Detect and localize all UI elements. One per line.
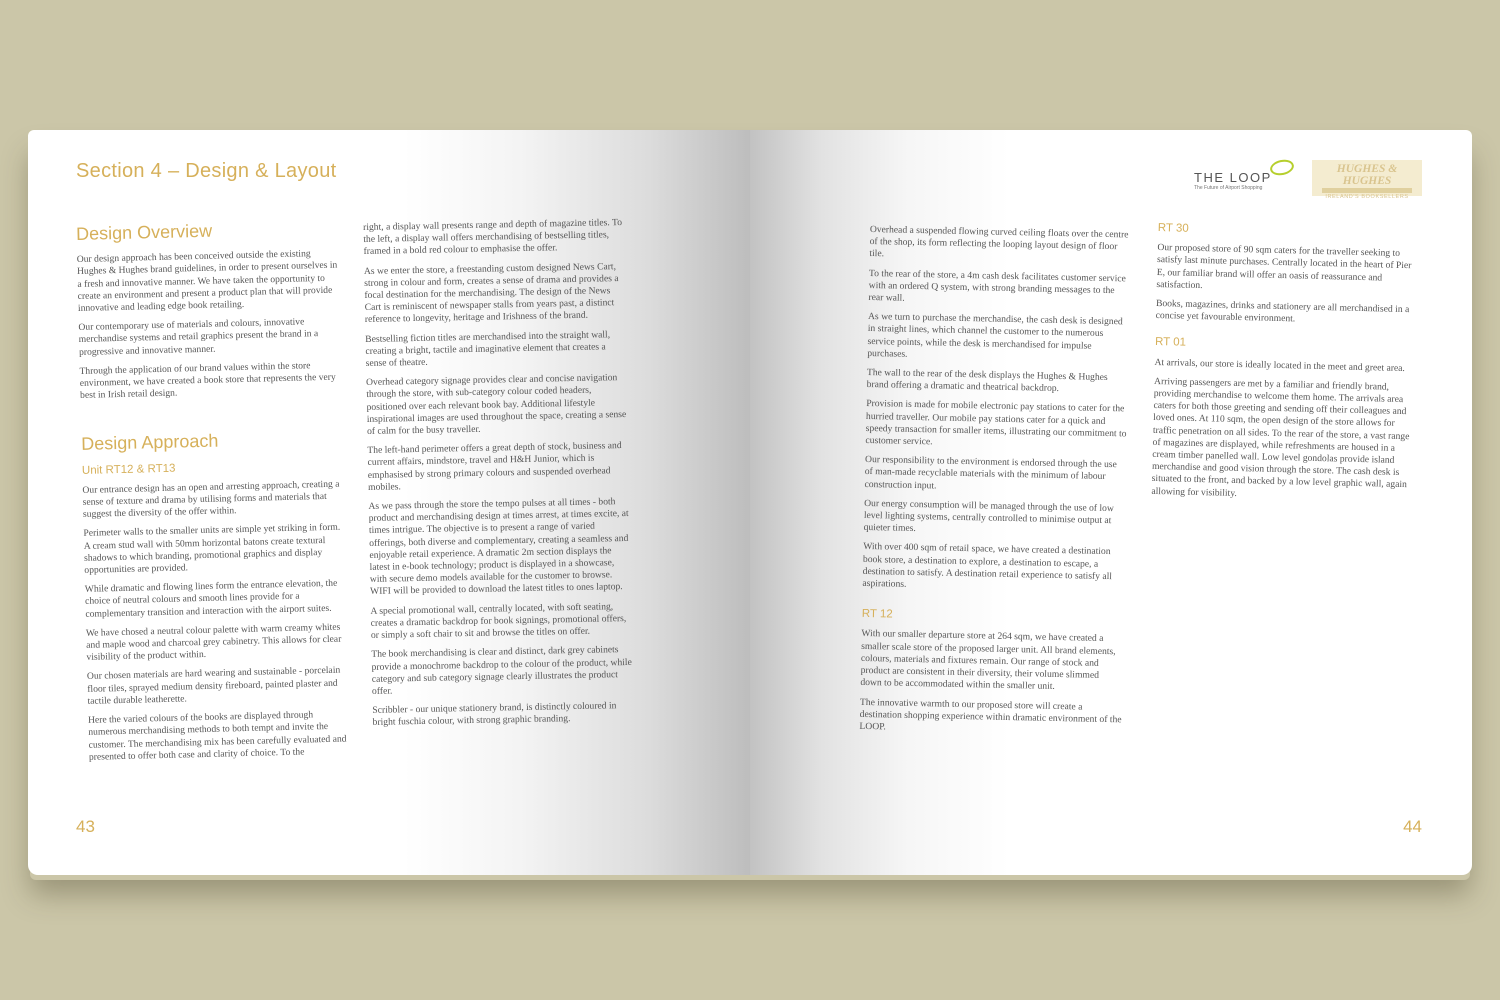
paragraph: Perimeter walls to the smaller units are simple yet striking in form. A cream stud wall with 50mm horizontal batons create textural shadows to which branding, promotional graphics and display opportunities are provided. (83, 522, 341, 576)
paragraph: Overhead category signage provides clear and concise navigation through the store, with sub-category colour coded headers, positioned over each relevant book bay. Additional lifestyle inspirational images are used throughout the space, creating a sense of calm for the busy traveller. (365, 372, 627, 438)
heading-unit-rt12-rt13: Unit RT12 & RT13 (81, 462, 176, 477)
right-column-1 (859, 224, 1132, 745)
paragraph: The wall to the rear of the desk displays the Hughes & Hughes brand offering a dramatic and theatrical backdrop. (866, 366, 1108, 395)
heading-rt30: RT 30 (1157, 222, 1189, 235)
loop-wordmark: THE LOOP (1194, 170, 1272, 185)
heading-rt12: RT 12 (861, 608, 893, 621)
paragraph: To the rear of the store, a 4m cash desk facilitates customer service with an ordered Q system, with strong branding messages to the rear wall. (868, 267, 1126, 304)
hughes-hughes-logo (1312, 160, 1422, 200)
paragraph: Overhead a suspended flowing curved ceiling floats over the centre of the shop, its form reflecting the looping layout design of floor tile. (869, 224, 1129, 260)
loop-tagline: The Future of Airport Shopping (1194, 185, 1263, 191)
page-number-left: 43 (76, 817, 95, 836)
paragraph: Our energy consumption will be managed through the use of low level lighting systems, centrally controlled to minimise output at quieter times. (863, 497, 1114, 535)
paragraph: right, a display wall presents range and depth of magazine titles. To the left, a display wall offers merchandising of bestselling titles, framed in a bold red colour to emphasise the offer. (363, 217, 623, 258)
paragraph: Our proposed store of 90 sqm caters for the traveller seeking to satisfy last minute purchases. Centrally located in the heart of Pier E, our familiar brand will offer an oasis of reassurance and satisfaction. (1156, 242, 1412, 291)
paragraph: Our contemporary use of materials and colours, innovative merchandise systems and retail graphics present the brand in a progressive and innovative manner. (78, 316, 319, 358)
paragraph: Bestselling fiction titles are merchandised into the straight wall, creating a bright, tactile and imaginative element that creates a sense of theatre. (365, 328, 611, 370)
paragraph: Arriving passengers are met by a familiar and friendly brand, providing merchandise to welcome them home. The arrivals area caters for both those greeting and sending off their colleagues and loved ones. At 110 sqm, the open design of the store allows for traffic penetration on all sides. To the rear of the store, a vast range of magazines are displayed, while refreshments are housed in a cream timber panelled wall. Low level gondolas provide island merchandise and good vision through the store. The cash desk is situated to the front, and backed by a low level graphic wall, again allowing for visibility. (1151, 375, 1410, 499)
paragraph: With over 400 sqm of retail space, we have created a destination book store, a destination to explore, a destination to escape, a destination to satisfy. A destination retail experience to satisfy all aspirations. (862, 541, 1113, 590)
paragraph: As we enter the store, a freestanding custom designed News Cart, strong in colour and form, creates a sense of drama and provides a focal destination for the merchandising. The design of the News Cart is reminiscent of newspaper stalls from years past, a distinct reference to longevity, heritage and Irishness of the brand. (363, 260, 619, 326)
paragraph: The left-hand perimeter offers a great depth of stock, business and current affairs, mindstore, travel and H&H Junior, which is emphasised by strong primary colours and suspended overhead mobiles. (367, 440, 622, 493)
paragraph: A special promotional wall, centrally located, with soft seating, creates a dramatic backdrop for book signings, promotional offers, or simply a soft chair to sit and browse the titles on offer. (370, 600, 627, 642)
paragraph: Our responsibility to the environment is endorsed through the use of man-made recyclable materials with the minimum of labour construction input. (864, 454, 1117, 492)
hh-logo-bar (1322, 188, 1412, 193)
paragraph: Here the varied colours of the books are displayed through numerous merchandising methods to both tempt and invite the customer. The merchandising mix has been carefully evaluated and presented to offer both case and clarity of choice. To the (87, 709, 347, 763)
hh-logo-sub: IRELAND'S BOOKSELLERS (1325, 194, 1409, 200)
paragraph: Through the application of our brand values within the store environment, we have created a book store that represents the very best in Irish retail design. (79, 360, 336, 402)
paragraph: Books, magazines, drinks and stationery are all merchandised in a concise yet favourable environment. (1155, 297, 1410, 325)
paragraph: While dramatic and flowing lines form the entrance elevation, the choice of neutral colours and smooth lines provide for a complementary transition and interaction with the airport suites. (84, 577, 338, 620)
paragraph: Provision is made for mobile electronic pay stations to cater for the hurried traveller. Our mobile pay stations cater for a quick and speedy transaction for smaller items, illustrating our commitment to customer service. (865, 398, 1127, 448)
hh-logo-name: HUGHES & HUGHES (1336, 163, 1398, 187)
paragraph: As we pass through the store the tempo pulses at all times - both product and merchandising design at times arrest, at times excite, at times intrigue. The objective is to present a range of varied offerings, both diverse and complementary, creating a seamless and enjoyable retail experience. A dramatic 2m section displays the latest in e-book technology; product is displayed in a showcase, with secure demo models available for the customer to browse. WIFI will be provided to download the latest titles to ones laptop. (368, 496, 629, 598)
heading-design-approach: Design Approach (81, 431, 219, 455)
the-loop-logo (1194, 160, 1298, 194)
logos (1194, 160, 1422, 200)
paragraph: Our design approach has been conceived outside the existing Hughes & Hughes brand guidelines, in order to present ourselves in a fresh and innovative manner. We have taken the opportunity to create an environment and present a product plan that will provide innovative and leading edge book retailing. (76, 248, 338, 314)
loop-ring-icon (1269, 158, 1296, 178)
left-page (28, 130, 750, 875)
paragraph: At arrivals, our store is ideally located in the meet and greet area. (1154, 356, 1406, 374)
left-column-1 (76, 222, 351, 771)
left-column-2 (363, 217, 635, 736)
heading-rt01: RT 01 (1154, 336, 1187, 350)
paragraph: With our smaller departure store at 264 sqm, we have created a smaller scale store of the proposed larger unit. All brand elements, colours, materials and fixtures remain. Our range of stock and product are consistent in their diversity, their volume slimmed down to be accommodated within the smaller unit. (860, 628, 1116, 693)
page-number-right: 44 (1403, 817, 1422, 836)
paragraph: Our entrance design has an open and arresting approach, creating a sense of texture and drama by utilising forms and materials that suggest the diversity of the offer within. (82, 478, 340, 521)
right-column-2 (1151, 222, 1420, 511)
paragraph: The book merchandising is clear and distinct, dark grey cabinets provide a monochrome backdrop to the colour of the product, while category and sub category signage clearly illustrates the product offer. (371, 644, 632, 697)
heading-design-overview: Design Overview (75, 220, 213, 244)
paragraph: Our chosen materials are hard wearing and sustainable - porcelain floor tiles, sprayed medium density fireboard, painted plaster and tactile durable leatherette. (86, 665, 341, 707)
section-title: Section 4 – Design & Layout (76, 160, 337, 182)
paragraph: We have chosed a neutral colour palette with warm creamy whites and maple wood and charcoal grey cabinetry. This allows for clear visibility of the product within. (85, 621, 342, 664)
paragraph: The innovative warmth to our proposed store will create a destination shopping experience within dramatic environment of the LOOP. (859, 696, 1122, 733)
paragraph: Scribbler - our unique stationery brand, is distinctly coloured in bright fuschia colour, with strong graphic branding. (372, 700, 617, 729)
paragraph: As we turn to purchase the merchandise, the cash desk is designed in straight lines, which channel the customer to the numerous service points, while the desk is merchandised for impulse purchases. (867, 311, 1123, 360)
right-page (750, 130, 1472, 875)
